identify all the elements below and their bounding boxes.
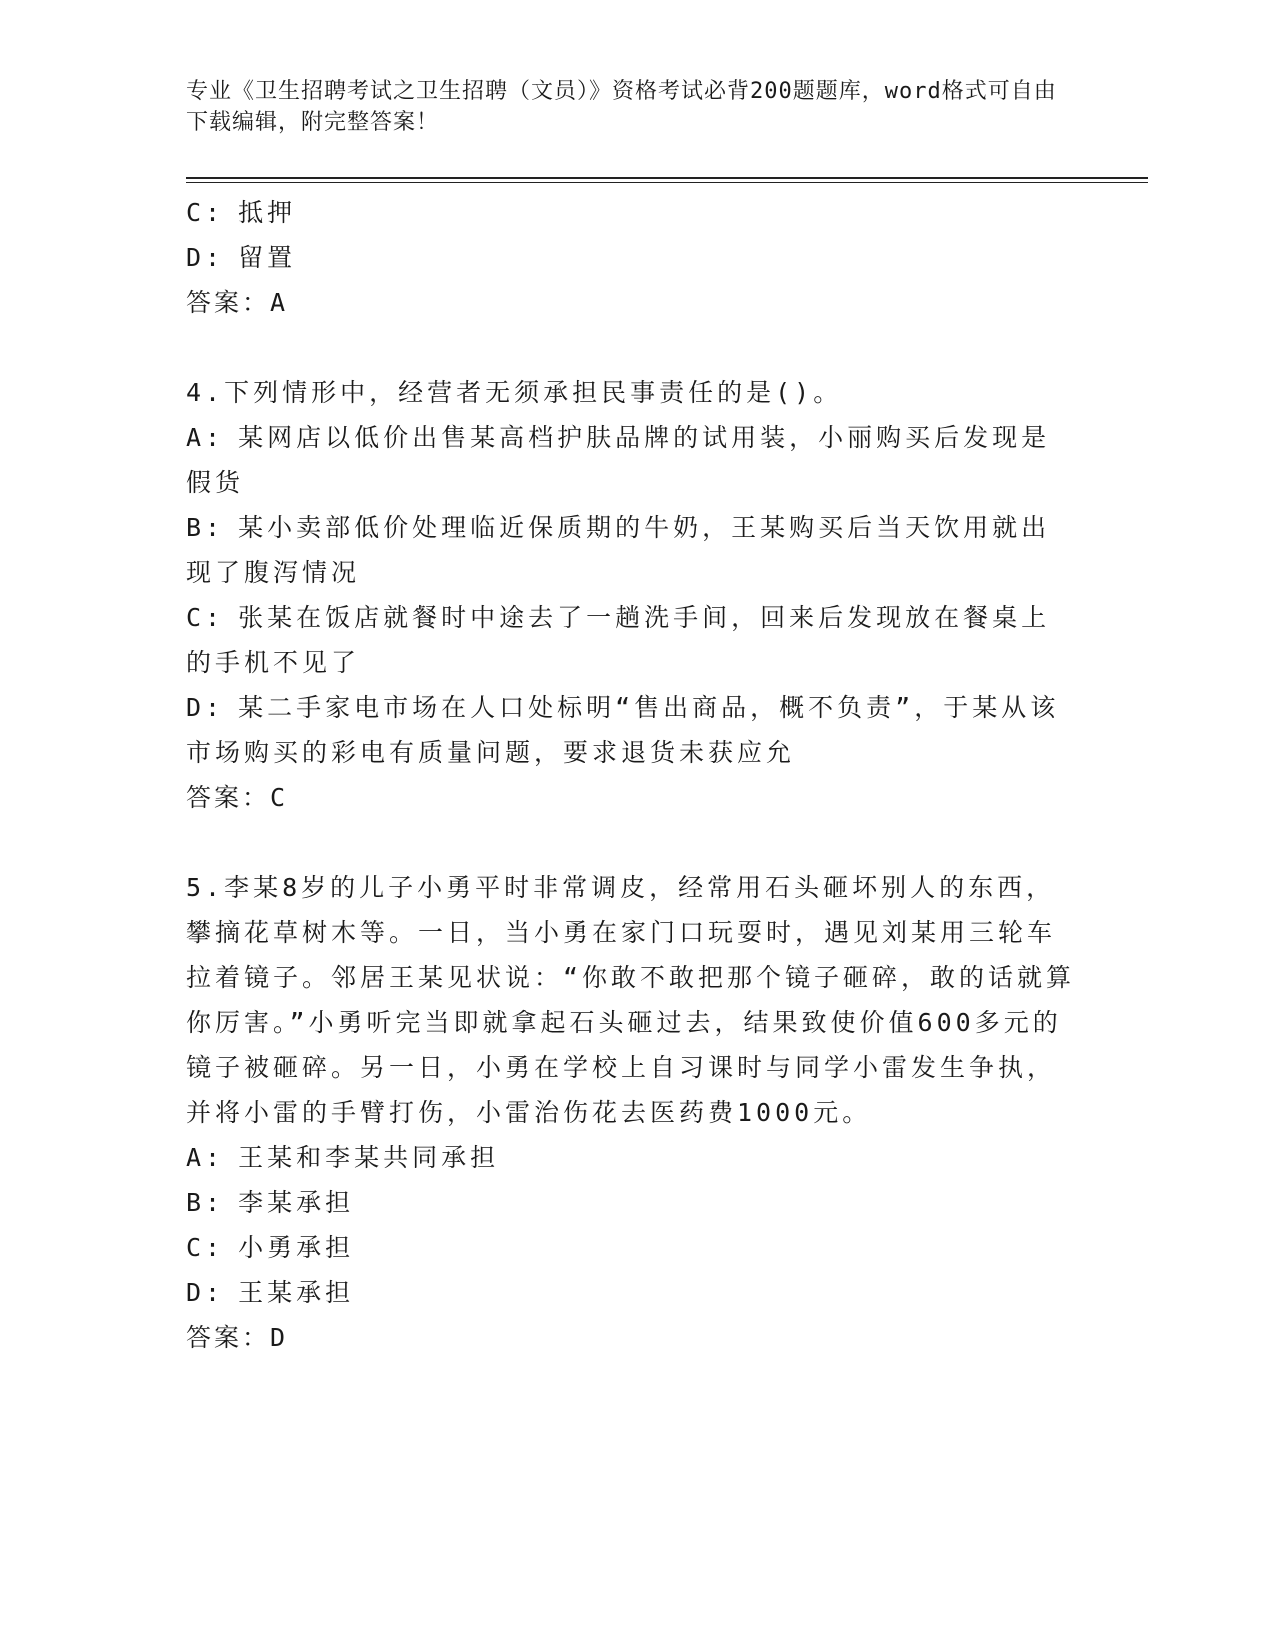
header-divider-thick (186, 177, 1148, 179)
option-text: 张某在饭店就餐时中途去了一趟洗手间，回来后发现放在餐桌上的手机不见了 (186, 603, 1051, 677)
option-text: 某二手家电市场在人口处标明“售出商品，概不负责”，于某从该市场购买的彩电有质量问题，要求退货未获应允 (186, 693, 1060, 767)
question-block-4 (186, 370, 1076, 820)
option-key: D: (186, 693, 225, 722)
option-b (186, 505, 1076, 595)
spacer (186, 325, 1076, 370)
option-key: A: (186, 423, 225, 452)
option-key: A: (186, 1143, 225, 1172)
option-d (186, 235, 1076, 280)
option-key: D: (186, 1278, 225, 1307)
answer-line: 答案：C (186, 783, 289, 812)
option-text: 李某承担 (238, 1188, 355, 1217)
option-key: B: (186, 513, 225, 542)
question-stem: 5.李某8岁的儿子小勇平时非常调皮，经常用石头砸坏别人的东西，攀摘花草树木等。一日，当小勇在家门口玩耍时，遇见刘某用三轮车拉着镜子。邻居王某见状说：“你敢不敢把那个镜子砸碎，敢的话就算你厉害。”小勇听完当即就拿起石头砸过去，结果致使价值600多元的镜子被砸碎。另一日，小勇在学校上自习课时与同学小雷发生争执，并将小雷的手臂打伤，小雷治伤花去医药费1000元。 (186, 873, 1076, 1127)
option-key: D: (186, 243, 225, 272)
option-d (186, 1270, 1076, 1315)
option-text: 留置 (238, 243, 297, 272)
option-c (186, 595, 1076, 685)
header-text: 专业《卫生招聘考试之卫生招聘（文员）》资格考试必背200题题库，word格式可自由下载编辑，附完整答案！ (186, 79, 1057, 135)
question-block-5 (186, 865, 1076, 1360)
page-header (186, 76, 1066, 138)
option-text: 某小卖部低价处理临近保质期的牛奶，王某购买后当天饮用就出现了腹泻情况 (186, 513, 1051, 587)
question-stem: 4.下列情形中，经营者无须承担民事责任的是()。 (186, 378, 843, 407)
option-a (186, 415, 1076, 505)
option-c (186, 1225, 1076, 1270)
option-text: 王某和李某共同承担 (238, 1143, 500, 1172)
spacer (186, 820, 1076, 865)
option-b (186, 1180, 1076, 1225)
option-key: C: (186, 1233, 225, 1262)
option-text: 某网店以低价出售某高档护肤品牌的试用装，小丽购买后发现是假货 (186, 423, 1051, 497)
option-key: B: (186, 1188, 225, 1217)
answer-line: 答案：D (186, 1323, 289, 1352)
option-key: C: (186, 603, 225, 632)
option-c (186, 190, 1076, 235)
answer-line: 答案：A (186, 288, 289, 317)
option-a (186, 1135, 1076, 1180)
option-key: C: (186, 198, 225, 227)
header-divider-thin (186, 182, 1148, 183)
option-d (186, 685, 1076, 775)
option-text: 王某承担 (238, 1278, 355, 1307)
option-text: 小勇承担 (238, 1233, 355, 1262)
option-text: 抵押 (238, 198, 297, 227)
document-body (186, 190, 1076, 1360)
question-block-prev (186, 190, 1076, 325)
